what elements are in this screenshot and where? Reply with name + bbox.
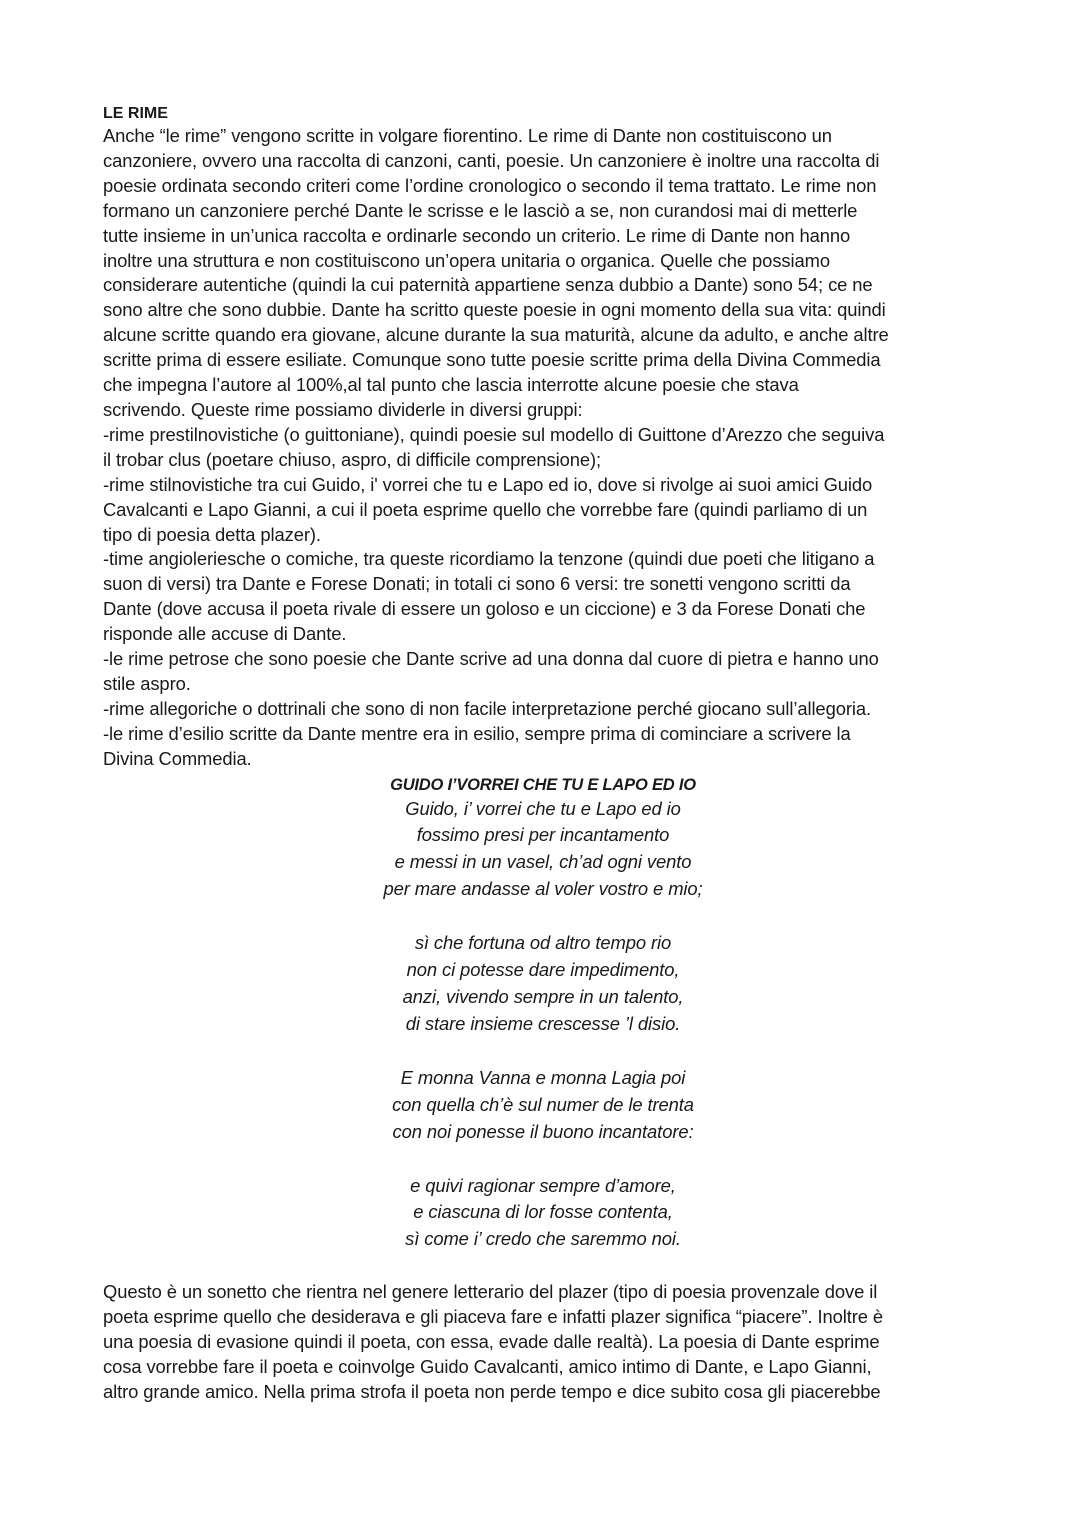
- text-line: -le rime d’esilio scritte da Dante mentre era in esilio, sempre prima di cominciare a scrivere la: [103, 722, 851, 744]
- text-line: poesie ordinata secondo criteri come l’ordine cronologico o secondo il tema trattato. Le rime non: [103, 174, 877, 196]
- poem-stanza: [103, 930, 983, 1038]
- poem-verse: non ci potesse dare impedimento,: [406, 959, 680, 981]
- text-line: alcune scritte quando era giovane, alcune durante la sua maturità, alcune da adulto, e anche altre: [103, 324, 889, 346]
- poem-stanza: [103, 1173, 983, 1254]
- text-line: stile aspro.: [103, 672, 191, 694]
- poem-verse: Guido, i’ vorrei che tu e Lapo ed io: [405, 797, 681, 819]
- text-line: una poesia di evasione quindi il poeta, con essa, evade dalle realtà). La poesia di Dante esprime: [103, 1331, 880, 1353]
- text-line: Anche “le rime” vengono scritte in volgare fiorentino. Le rime di Dante non costituiscono un: [103, 125, 832, 146]
- poem-verse: con quella ch’è sul numer de le trenta: [392, 1093, 694, 1115]
- poem-verse: per mare andasse al voler vostro e mio;: [383, 878, 703, 900]
- poem-verse: con noi ponesse il buono incantatore:: [392, 1120, 694, 1142]
- text-line: Dante (dove accusa il poeta rivale di essere un goloso e un ciccione) e 3 da Forese Donati che: [103, 598, 866, 620]
- text-line: scrivendo. Queste rime possiamo dividerle in diversi gruppi:: [103, 398, 583, 420]
- text-line: che impegna l’autore al 100%,al tal punto che lascia interrotte alcune poesie che stava: [103, 374, 799, 396]
- text-line: -rime prestilnovistiche (o guittoniane), quindi poesie sul modello di Guittone d’Arezzo che seguiva: [103, 423, 885, 445]
- poem-verse: di stare insieme crescesse ’l disio.: [405, 1012, 681, 1034]
- text-line: Divina Commedia.: [103, 747, 252, 769]
- commentary-paragraph: [103, 1280, 983, 1405]
- poem-verse: fossimo presi per incantamento: [416, 824, 670, 846]
- section-heading: LE RIME: [103, 105, 168, 122]
- poem-title: GUIDO I’VORREI CHE TU E LAPO ED IO: [390, 775, 696, 794]
- text-line: risponde alle accuse di Dante.: [103, 623, 347, 645]
- text-line: sono altre che sono dubbie. Dante ha scritto queste poesie in ogni momento della sua vita: quindi: [103, 299, 886, 321]
- text-line: poeta esprime quello che desiderava e gli piaceva fare e infatti plazer significa “piacere”. Inoltre è: [103, 1306, 884, 1328]
- text-line: formano un canzoniere perché Dante le scrisse e le lasciò a se, non curandosi mai di metterle: [103, 199, 858, 221]
- document-page: [103, 104, 983, 1405]
- poem-verse: sì che fortuna od altro tempo rio: [414, 932, 672, 954]
- text-line: tipo di poesia detta plazer).: [103, 523, 321, 545]
- text-line: altro grande amico. Nella prima strofa il poeta non perde tempo e dice subito cosa gli piacerebbe: [103, 1380, 881, 1402]
- text-line: cosa vorrebbe fare il poeta e coinvolge Guido Cavalcanti, amico intimo di Dante, e Lapo Gianni,: [103, 1355, 872, 1377]
- text-line: -time angioleriesche o comiche, tra queste ricordiamo la tenzone (quindi due poeti che litigano a: [103, 548, 875, 570]
- text-line: scritte prima di essere esiliate. Comunque sono tutte poesie scritte prima della Divina Commedia: [103, 349, 881, 371]
- poem-verse: e quivi ragionar sempre d’amore,: [410, 1174, 676, 1196]
- poem-verse: e ciascuna di lor fosse contenta,: [413, 1201, 673, 1223]
- intro-paragraph: [103, 124, 983, 772]
- text-line: inoltre una struttura e non costituiscono un’opera unitaria o organica. Quelle che possiamo: [103, 249, 830, 271]
- text-line: -rime allegoriche o dottrinali che sono di non facile interpretazione perché giocano sull’allegoria.: [103, 697, 871, 719]
- poem-verse: sì come i’ credo che saremmo noi.: [405, 1228, 681, 1250]
- poem: [103, 774, 983, 1254]
- poem-stanza: [103, 1065, 983, 1146]
- text-line: tutte insieme in un’unica raccolta e ordinarle secondo un criterio. Le rime di Dante non hanno: [103, 224, 851, 246]
- text-line: -le rime petrose che sono poesie che Dante scrive ad una donna dal cuore di pietra e hanno uno: [103, 648, 879, 670]
- text-line: suon di versi) tra Dante e Forese Donati; in totali ci sono 6 versi: tre sonetti vengono scritti da: [103, 573, 851, 595]
- text-line: -rime stilnovistiche tra cui Guido, i' vorrei che tu e Lapo ed io, dove si rivolge ai suoi amici Guido: [103, 473, 873, 495]
- poem-stanza: [103, 796, 983, 904]
- poem-verse: E monna Vanna e monna Lagia poi: [400, 1066, 686, 1088]
- text-line: il trobar clus (poetare chiuso, aspro, di difficile comprensione);: [103, 448, 602, 470]
- text-line: Questo è un sonetto che rientra nel genere letterario del plazer (tipo di poesia provenzale dove il: [103, 1281, 878, 1303]
- poem-verse: anzi, vivendo sempre in un talento,: [402, 986, 684, 1007]
- text-line: canzoniere, ovvero una raccolta di canzoni, canti, poesie. Un canzoniere è inoltre una raccolta di: [103, 149, 880, 171]
- text-line: considerare autentiche (quindi la cui paternità appartiene senza dubbio a Dante) sono 54; ce ne: [103, 274, 873, 296]
- poem-verse: e messi in un vasel, ch’ad ogni vento: [394, 851, 692, 873]
- text-line: Cavalcanti e Lapo Gianni, a cui il poeta esprime quello che vorrebbe fare (quindi parliamo di un: [103, 498, 868, 520]
